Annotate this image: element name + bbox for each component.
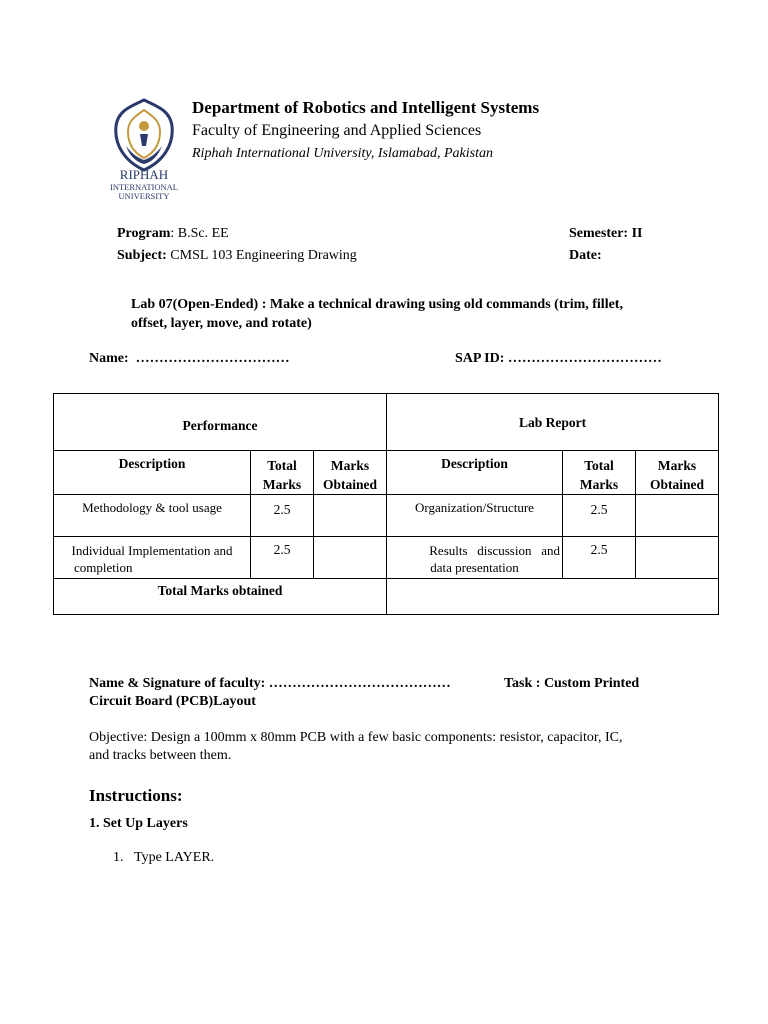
subject-label: Subject: (117, 248, 167, 263)
date-label: Date: (569, 248, 602, 263)
subject-value: CMSL 103 Engineering Drawing (166, 248, 357, 263)
list-item-text: Type LAYER. (134, 850, 215, 865)
objective-line2: and tracks between them. (89, 748, 232, 763)
perf-total-header-l2: Marks (262, 477, 302, 492)
university-title: Riphah International University, Islamabad, Pakistan (192, 146, 493, 161)
performance-header: Performance (54, 394, 387, 451)
semester-label: Semester: II (569, 226, 643, 241)
rep-desc-line2: data presentation (430, 560, 519, 575)
rep-obtained-header (636, 451, 719, 495)
rep-desc-cell (387, 537, 563, 579)
riphah-crest-icon (104, 96, 184, 204)
total-marks-value[interactable] (387, 579, 719, 615)
perf-description-header: Description (54, 451, 251, 495)
perf-obtained-header (314, 451, 387, 495)
table-row (54, 537, 719, 579)
logo-text-international: INTERNATIONAL (110, 182, 178, 192)
subject-line (117, 248, 357, 264)
rep-total-header-l1: Total (584, 458, 614, 473)
rep-obtained-header-l2: Obtained (650, 477, 705, 492)
faculty-signature-field[interactable]: ………………………………… (268, 676, 451, 691)
lab-title-line2: offset, layer, move, and rotate) (131, 316, 312, 331)
table-header-row (54, 394, 719, 451)
objective-line1: Objective: Design a 100mm x 80mm PCB with a few basic components: resistor, capacitor, IC, (89, 730, 623, 745)
sap-line (455, 351, 662, 367)
perf-obtained-cell[interactable] (314, 537, 387, 579)
perf-total-header (251, 451, 314, 495)
sap-field[interactable]: …………………………… (507, 351, 662, 366)
perf-obtained-header-l2: Obtained (322, 477, 377, 492)
rep-obtained-cell[interactable] (636, 495, 719, 537)
table-row (54, 495, 719, 537)
rep-desc-cell: Organization/Structure (387, 495, 563, 537)
program-line (117, 226, 229, 242)
rep-total-cell: 2.5 (563, 495, 636, 537)
name-field[interactable]: …………………………… (135, 351, 290, 366)
program-value: : B.Sc. EE (170, 226, 229, 241)
perf-desc-cell: Methodology & tool usage (54, 495, 251, 537)
list-item-number: 1. (113, 850, 124, 865)
step-heading: 1. Set Up Layers (89, 816, 188, 831)
rep-description-header: Description (387, 451, 563, 495)
task-label-line2: Circuit Board (PCB)Layout (89, 694, 256, 709)
logo-text-riphah: RIPHAH (119, 167, 169, 182)
perf-total-cell: 2.5 (251, 537, 314, 579)
rep-desc-line1: Results discussion and (429, 543, 560, 558)
faculty-signature-label: Name & Signature of faculty: (89, 676, 266, 691)
program-label: Program (117, 226, 171, 241)
rep-total-header-l2: Marks (579, 477, 619, 492)
perf-obtained-cell[interactable] (314, 495, 387, 537)
faculty-signature-line (89, 676, 451, 692)
faculty-title: Faculty of Engineering and Applied Sciences (192, 122, 482, 139)
marks-table (53, 393, 719, 615)
perf-desc-cell (54, 537, 251, 579)
rep-total-cell: 2.5 (563, 537, 636, 579)
table-total-row (54, 579, 719, 615)
name-line (89, 351, 290, 367)
sap-label: SAP ID: (455, 351, 505, 366)
lab-title-line1: Lab 07(Open-Ended) : Make a technical drawing using old commands (trim, fillet, (131, 297, 623, 312)
name-label: Name: (89, 351, 129, 366)
logo-text-university: UNIVERSITY (118, 191, 170, 201)
perf-total-cell: 2.5 (251, 495, 314, 537)
total-marks-label: Total Marks obtained (54, 579, 387, 615)
perf-obtained-header-l1: Marks (330, 458, 370, 473)
perf-desc-line2: completion (74, 560, 133, 575)
instructions-heading: Instructions: (89, 786, 183, 805)
department-title: Department of Robotics and Intelligent Systems (192, 98, 540, 117)
rep-obtained-header-l1: Marks (657, 458, 697, 473)
perf-desc-line1: Individual Implementation and (71, 543, 233, 558)
perf-total-header-l1: Total (267, 458, 297, 473)
university-logo (104, 96, 184, 204)
table-column-row (54, 451, 719, 495)
rep-total-header (563, 451, 636, 495)
list-item (113, 850, 214, 866)
rep-obtained-cell[interactable] (636, 537, 719, 579)
task-label: Task : Custom Printed (504, 676, 640, 691)
lab-report-header: Lab Report (387, 394, 719, 451)
